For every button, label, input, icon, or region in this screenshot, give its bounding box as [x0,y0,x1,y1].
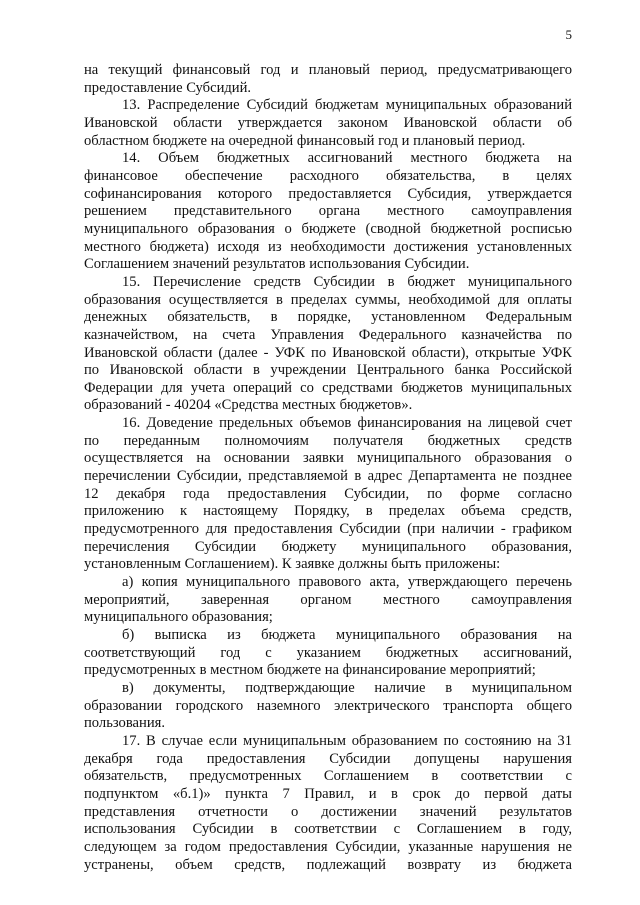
page-number: 5 [565,27,572,42]
text-line: муниципального образования; [84,609,273,626]
text-line: денежных обязательств, в порядке, установленном Федеральным [84,309,572,326]
document-body [84,62,572,874]
text-line: 17. В случае если муниципальным образованием по состоянию на 31 [122,732,572,749]
text-line: мероприятий, заверенная органом местного самоуправления [84,591,572,608]
text-line: соответствующий год с указанием бюджетных ассигнований, [84,644,572,661]
text-line: использования Субсидии в соответствии с Соглашением в году, [84,821,572,838]
text-line: решением представительного органа местного самоуправления [84,203,572,220]
text-line: приложению к настоящему Порядку, в пределах объема средств, [84,503,572,520]
text-line: муниципального образования о бюджете (сводной бюджетной росписью [84,220,572,237]
text-line: в) документы, подтверждающие наличие в муниципальном [122,679,572,696]
text-line: предусмотренного для предоставления Субсидии (при наличии - графиком [84,521,572,538]
text-line: устранены, объем средств, подлежащий возврату из бюджета [84,856,572,873]
text-line: декабря года предоставления Субсидии допущены нарушения [84,750,572,767]
text-line: Ивановской области (далее - УФК по Ивановской области), открытые УФК [84,344,572,361]
text-line: предоставление Субсидий. [84,79,252,96]
text-line: образований - 40204 «Средства местных бюджетов». [84,397,413,414]
text-line: местного бюджета) исходя из необходимости достижения установленных [84,238,572,255]
text-line: 12 декабря года предоставления Субсидии, по форме согласно [84,485,572,502]
text-line: образовании городского наземного электрического транспорта общего [84,697,572,714]
text-line: 15. Перечисление средств Субсидии в бюджет муниципального [122,273,572,290]
text-line: установленным Соглашением). К заявке должны быть приложены: [84,556,501,573]
text-line: 13. Распределение Субсидий бюджетам муниципальных образований [122,97,572,114]
text-line: образования осуществляется в пределах суммы, необходимой для оплаты [84,291,572,308]
text-line: Ивановской области утверждается законом Ивановской области об [84,114,572,131]
text-line: подпунктом «б.1)» пункта 7 Правил, и в срок до первой даты [84,785,572,802]
text-line: на текущий финансовый год и плановый период, предусматривающего [84,62,572,78]
text-line: Соглашением значений результатов использования Субсидии. [84,256,470,273]
text-line: по Ивановской области в учреждении Центрального банка Российской [84,362,572,379]
text-line: б) выписка из бюджета муниципального образования на [122,627,572,643]
text-line: а) копия муниципального правового акта, утверждающего перечень [122,574,572,591]
text-line: обязательств, предусмотренных Соглашением в соответствии с [84,768,572,785]
text-line: софинансирования которого предоставляется Субсидия, утверждается [84,185,572,202]
text-line: осуществляется на основании заявки муниципального образования о [84,450,572,467]
text-line: казначейством, на счета Управления Федерального казначейства по [84,326,572,343]
text-line: перечисления Субсидии бюджету муниципального образования, [84,538,572,555]
text-line: по переданным полномочиям получателя бюджетных средств [84,432,572,449]
text-line: предусмотренных в местном бюджете на финансирование мероприятий; [84,662,536,679]
text-line: областном бюджете на очередной финансовый год и плановый период. [84,132,526,149]
text-line: финансовое обеспечение расходного обязательства, в целях [84,167,572,184]
text-line: Федерации для учета операций со средствами бюджетов муниципальных [84,379,572,396]
text-line: 16. Доведение предельных объемов финансирования на лицевой счет [122,415,572,432]
text-line: 14. Объем бюджетных ассигнований местного бюджета на [122,150,572,167]
text-line: перечислении Субсидии, представляемой в адрес Департамента не позднее [84,468,572,485]
text-line: пользования. [84,715,165,732]
text-line: представления отчетности о достижении значений результатов [84,803,572,820]
text-line: следующем за годом предоставления Субсидии, указанные нарушения не [84,838,572,855]
